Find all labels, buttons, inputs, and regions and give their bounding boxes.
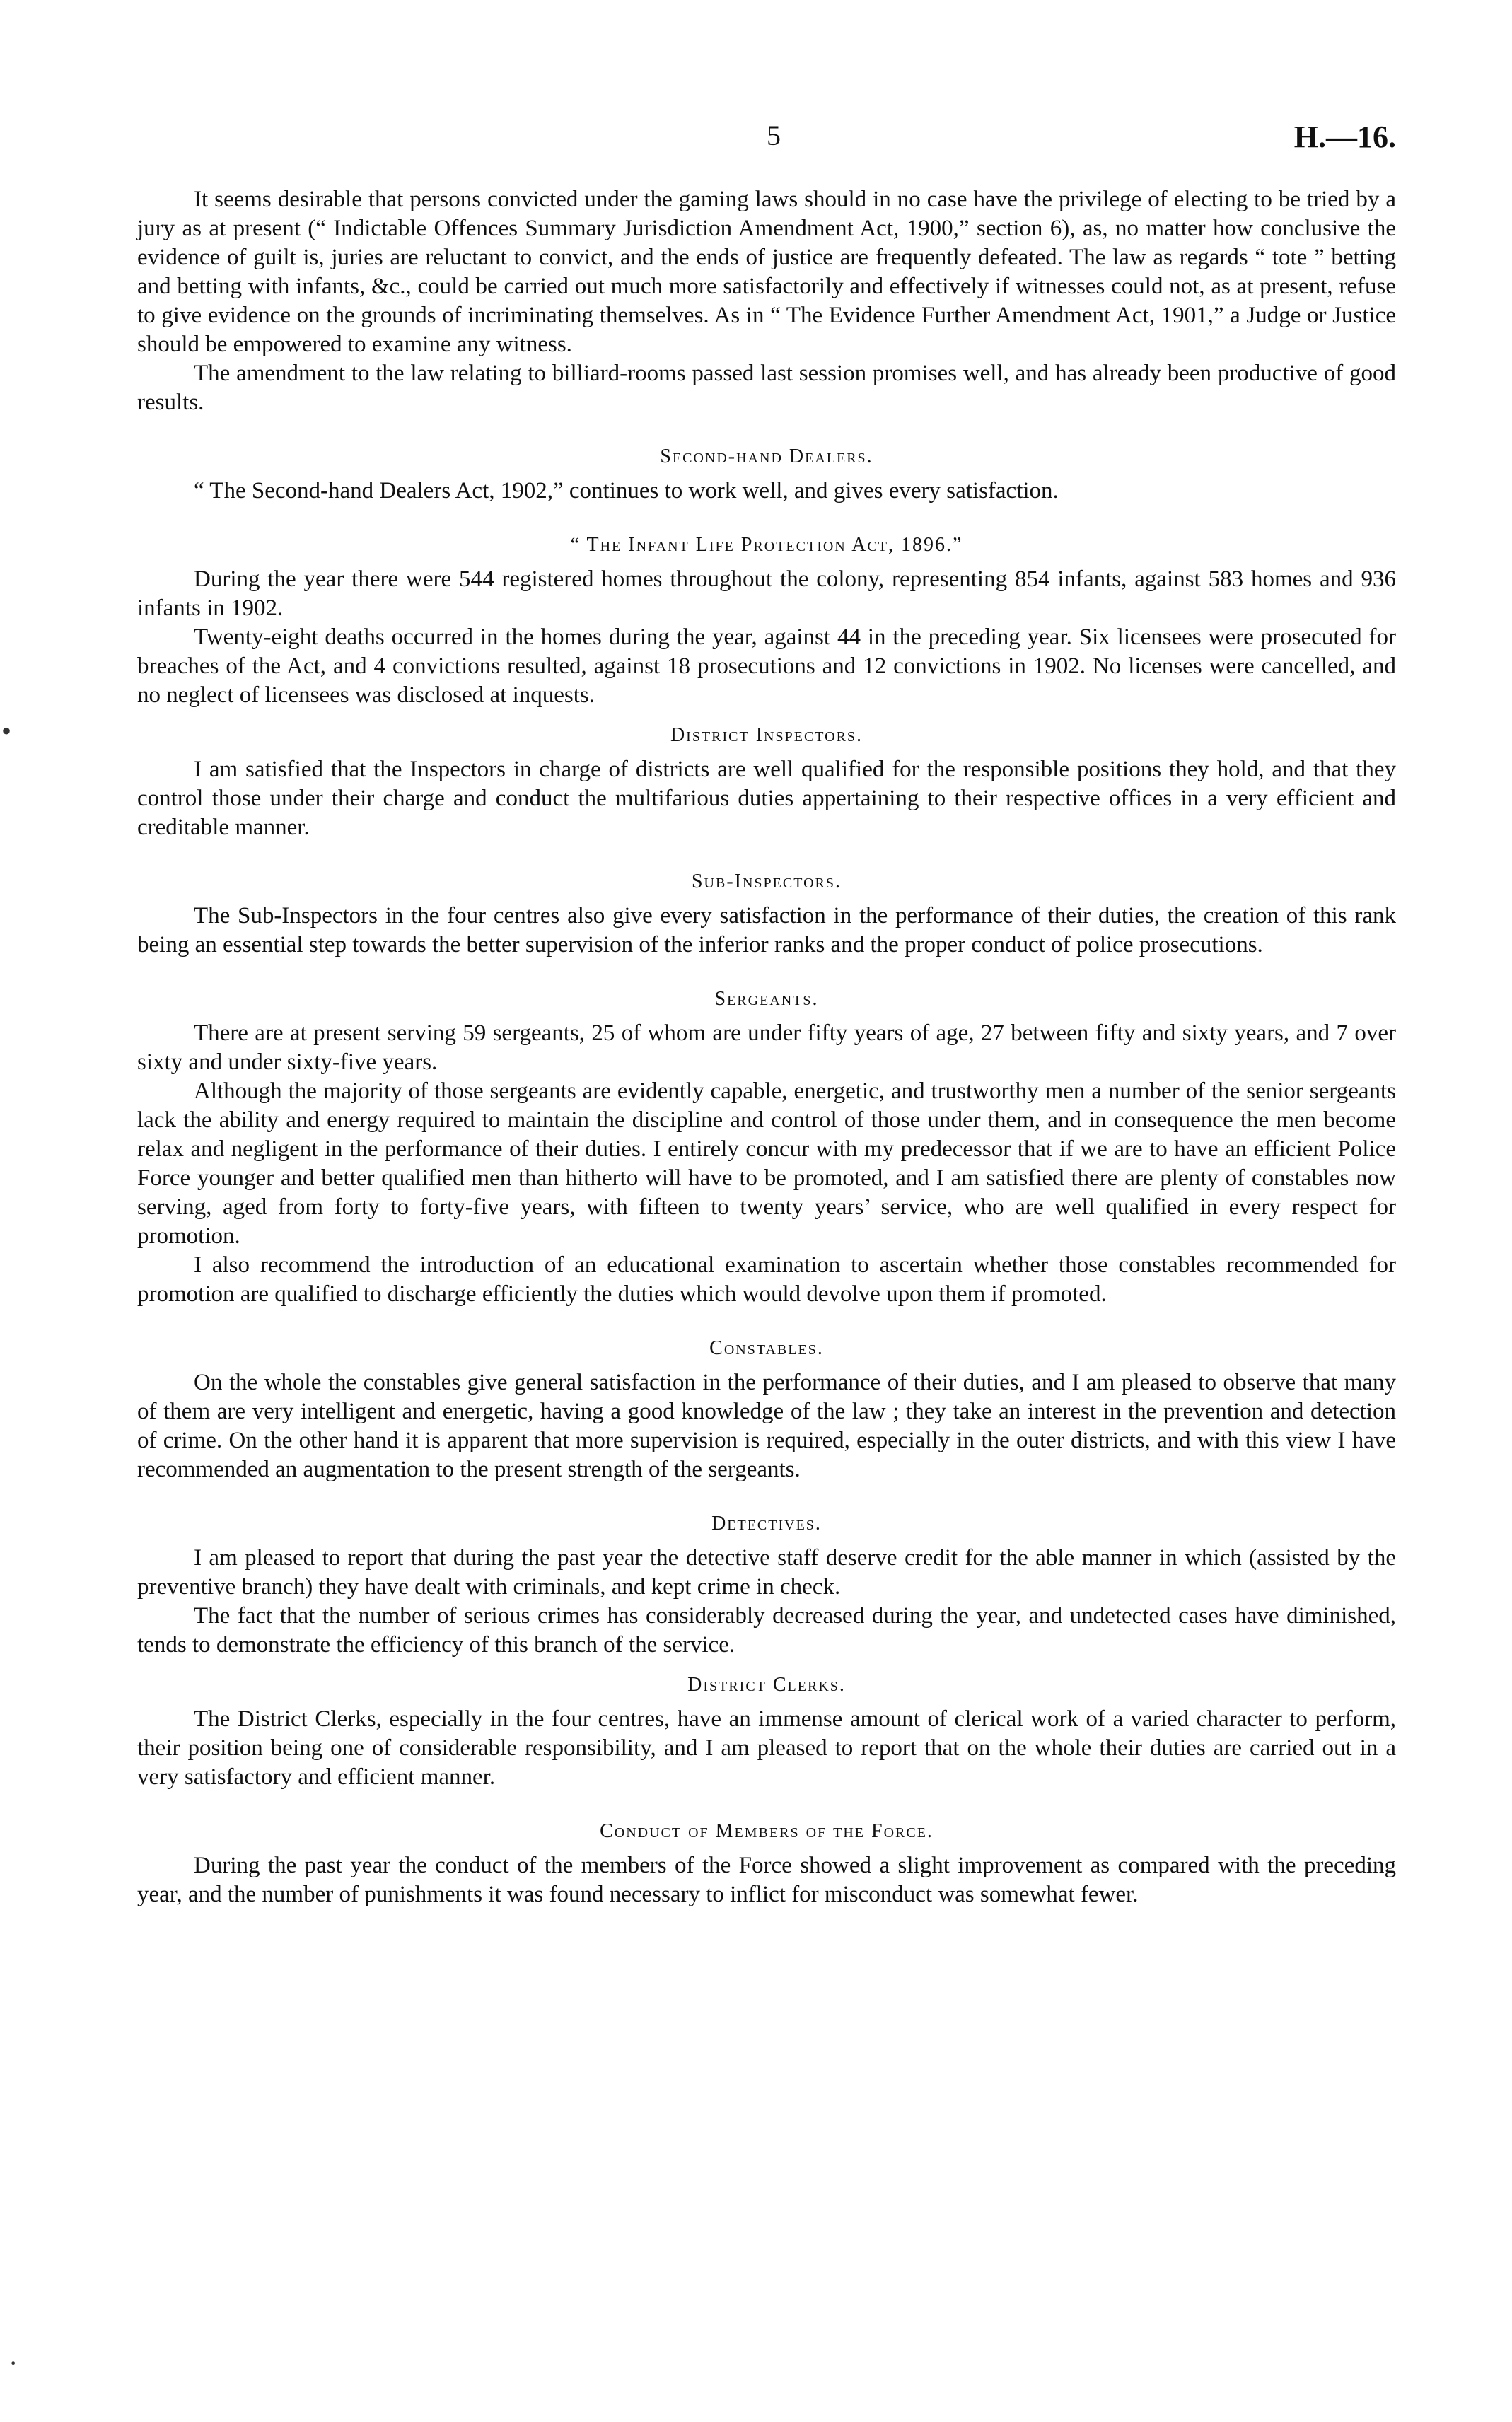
paragraph: The amendment to the law relating to billiard-rooms passed last session promises well, and has already been productive of good results. xyxy=(137,361,1396,415)
document-reference: H.—16. xyxy=(1293,120,1396,154)
paragraph: “ The Second-hand Dealers Act, 1902,” continues to work well, and gives every satisfaction. xyxy=(194,478,1059,503)
section-heading: District Inspectors. xyxy=(670,724,863,746)
paragraph: I am pleased to report that during the past year the detective staff deserve credit for the able manner in which (assisted by the preventive branch) they have dealt with criminals, and kept crime in check. xyxy=(137,1545,1396,1600)
paragraph: Although the majority of those sergeants are evidently capable, energetic, and trustworthy men a number of the senior sergeants lack the ability and energy required to maintain the discipline and control of those under them, and in consequence the men become relax and negligent in the performance of their duties. I entirely concur with my predecessor that if we are to have an efficient Police Force younger and better qualified men than hitherto will have to be promoted, and I am satisfied there are plenty of constables now serving, aged from forty to forty-five years, with fifteen to twenty years’ service, who are well qualified in every respect for promotion. xyxy=(137,1078,1396,1249)
paragraph: On the whole the constables give general satisfaction in the performance of their duties, and I am pleased to observe that many of them are very intelligent and energetic, having a good knowledge of the law ; they take an interest in the prevention and detection of crime. On the other hand it is apparent that more supervision is required, especially in the outer districts, and with this view I have recommended an augmentation to the present strength of the sergeants. xyxy=(137,1370,1396,1482)
section-heading: Conduct of Members of the Force. xyxy=(600,1820,934,1842)
paragraph: The fact that the number of serious crimes has considerably decreased during the year, and undetected cases have diminished, tends to demonstrate the efficiency of this branch of the service. xyxy=(137,1603,1396,1658)
margin-mark: • xyxy=(1,715,12,747)
section-heading: “ The Infant Life Protection Act, 1896.” xyxy=(570,534,963,556)
paragraph: During the year there were 544 registered homes throughout the colony, representing 854 infants, against 583 homes and 936 infants in 1902. xyxy=(137,566,1396,621)
paragraph: I am satisfied that the Inspectors in charge of districts are well qualified for the responsible positions they hold, and that they control those under their charge and conduct the multifarious duties appertaining to their respective offices in a very efficient and creditable manner. xyxy=(137,757,1396,840)
section-heading: Second-hand Dealers. xyxy=(660,446,873,467)
paragraph: I also recommend the introduction of an educational examination to ascertain whether those constables recommended for promotion are qualified to discharge efficiently the duties which would devolve upon them if promoted. xyxy=(137,1252,1396,1307)
paragraph: During the past year the conduct of the members of the Force showed a slight improvement as compared with the preceding year, and the number of punishments it was found necessary to inflict for misconduct was somewhat fewer. xyxy=(137,1853,1396,1907)
section-heading: Detectives. xyxy=(711,1513,822,1535)
paragraph: The District Clerks, especially in the four centres, have an immense amount of clerical work of a varied character to perform, their position being one of considerable responsibility, and I am pleased to report that on the whole their duties are carried out in a very satisfactory and efficient manner. xyxy=(137,1706,1396,1790)
margin-mark: · xyxy=(8,2347,18,2379)
section-heading: Sergeants. xyxy=(714,988,819,1010)
page-header xyxy=(137,119,1396,161)
paragraph: The Sub-Inspectors in the four centres also give every satisfaction in the performance of their duties, the creation of this rank being an essential step towards the better supervision of the inferior ranks and the proper conduct of police prosecutions. xyxy=(137,903,1396,957)
section-heading: District Clerks. xyxy=(687,1674,846,1696)
section-heading: Constables. xyxy=(709,1337,824,1359)
paragraph: There are at present serving 59 sergeants, 25 of whom are under fifty years of age, 27 between fifty and sixty years, and 7 over sixty and under sixty-five years. xyxy=(137,1020,1396,1075)
document-body xyxy=(137,185,1396,1909)
page-number: 5 xyxy=(767,120,781,151)
section-heading: Sub-Inspectors. xyxy=(691,871,842,892)
paragraph: Twenty-eight deaths occurred in the homes during the year, against 44 in the preceding year. Six licensees were prosecuted for breaches of the Act, and 4 convictions resulted, against 18 prosecutions and 12 convictions in 1902. No licenses were cancelled, and no neglect of licensees was disclosed at inquests. xyxy=(137,624,1396,708)
paragraph: It seems desirable that persons convicted under the gaming laws should in no case have the privilege of electing to be tried by a jury as at present (“ Indictable Offences Summary Jurisdiction Amendment Act, 1900,” section 6), as, no matter how conclusive the evidence of guilt is, juries are reluctant to convict, and the ends of justice are frequently defeated. The law as regards “ tote ” betting and betting with infants, &c., could be carried out much more satisfactorily and effectively if witnesses could not, as at present, refuse to give evidence on the grounds of incriminating themselves. As in “ The Evidence Further Amendment Act, 1901,” a Judge or Justice should be empowered to examine any witness. xyxy=(137,187,1396,357)
